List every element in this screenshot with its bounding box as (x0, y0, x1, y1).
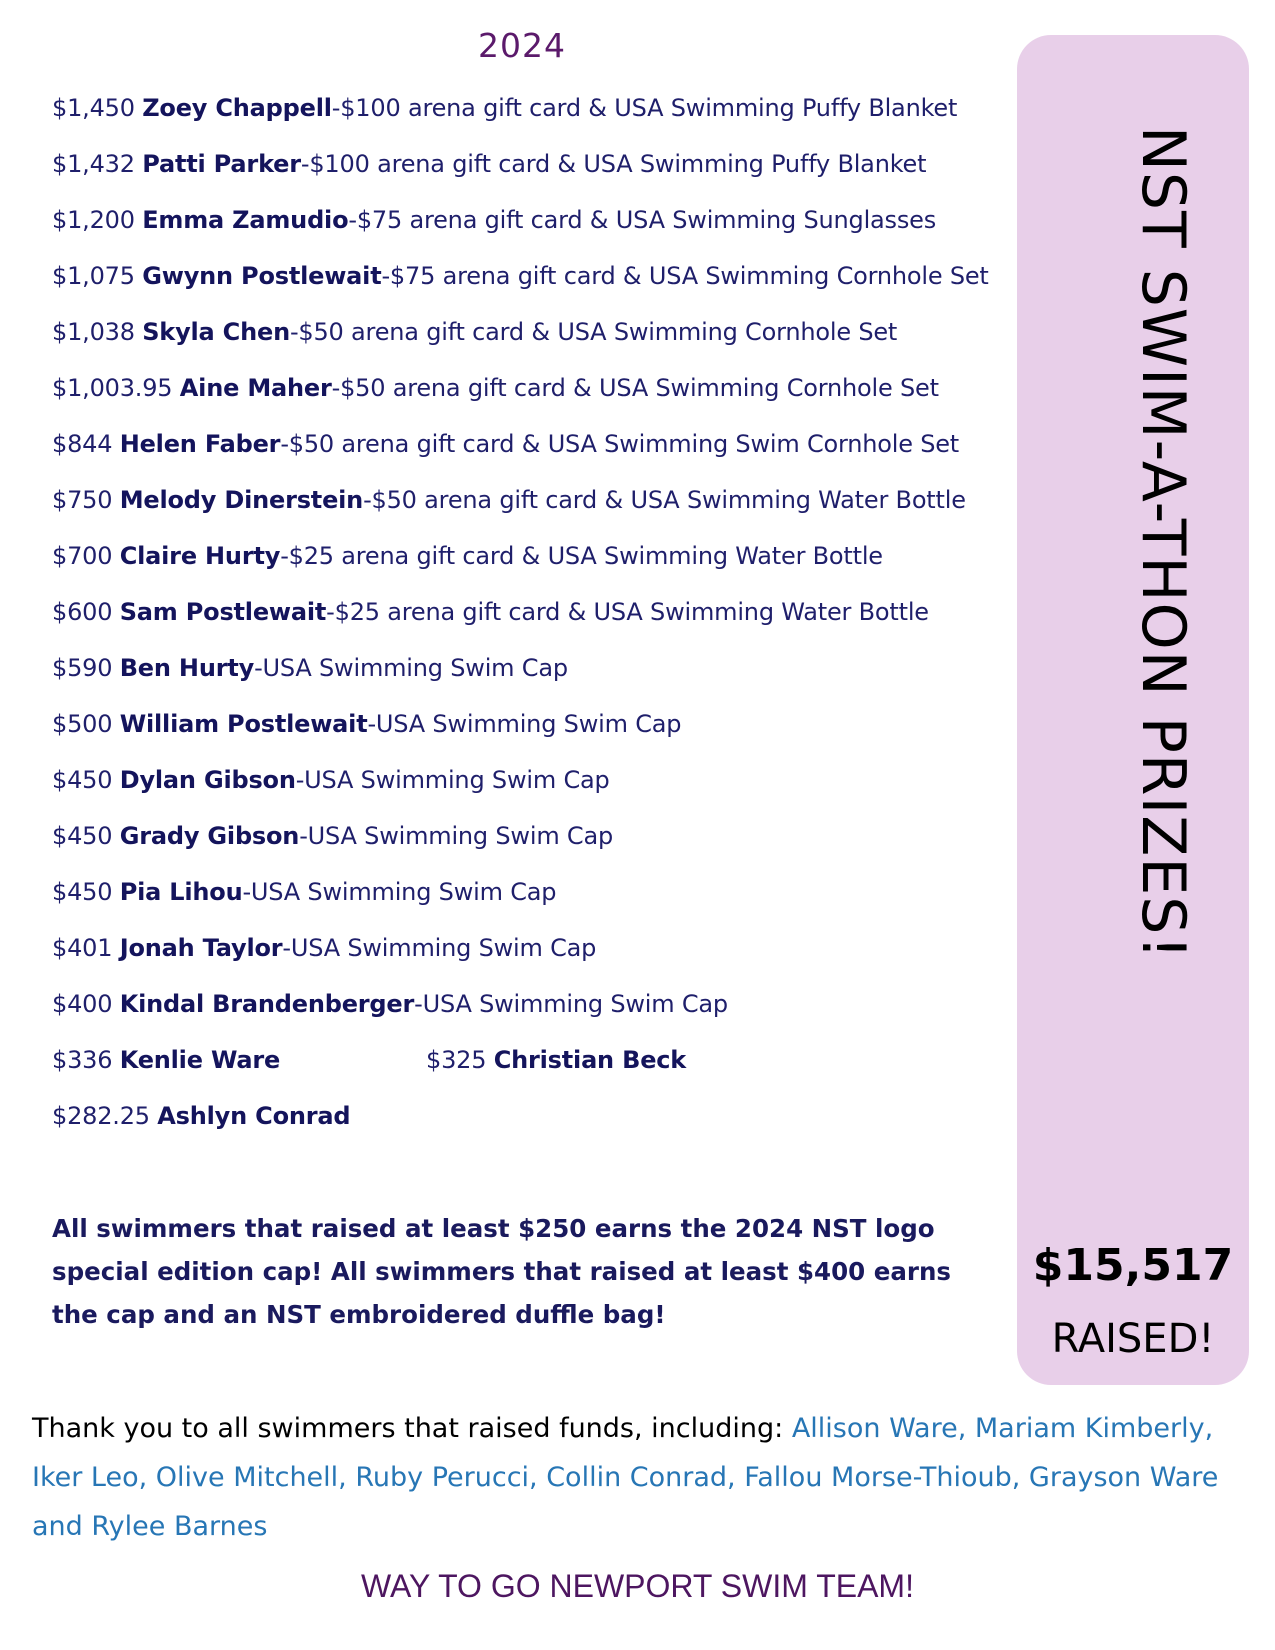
sidebar-title: NST SWIM-A-THON PRIZES! (1128, 126, 1198, 961)
prize-row (52, 200, 936, 240)
prize-description: -USA Swimming Swim Cap (367, 710, 682, 738)
swimmer-name: Christian Beck (493, 1046, 687, 1074)
prize-description: -USA Swimming Swim Cap (254, 654, 568, 682)
amount-raised: $1,075 (52, 262, 135, 290)
thank-you-lead: Thank you to all swimmers that raised funds, including: (32, 1413, 784, 1444)
amount-raised: $844 (52, 430, 113, 458)
swimmer-name: Zoey Chappell (142, 94, 332, 122)
prize-description: -$50 arena gift card & USA Swimming Cornhole Set (331, 374, 939, 402)
swimmer-name: Gwynn Postlewait (142, 262, 382, 290)
swimmer-name: William Postlewait (119, 710, 368, 738)
amount-raised: $700 (52, 542, 113, 570)
prize-row (52, 872, 556, 912)
second-column-entry (426, 1040, 686, 1080)
eligibility-note: All swimmers that raised at least $250 earns the 2024 NST logo special edition cap! All swimmers that raised at least $400 earns the cap and an NST embroidered duffle bag! (52, 1214, 951, 1329)
prize-row (52, 144, 926, 184)
footer-cheer: WAY TO GO NEWPORT SWIM TEAM! (361, 1568, 914, 1604)
swimmer-name: Emma Zamudio (142, 206, 349, 234)
amount-raised: $1,432 (52, 150, 135, 178)
prize-row (52, 480, 966, 520)
swimmer-name: Kenlie Ware (119, 1046, 281, 1074)
prize-description: -USA Swimming Swim Cap (282, 934, 597, 962)
amount-raised: $325 (426, 1046, 487, 1074)
prize-description: -$100 arena gift card & USA Swimming Puffy Blanket (331, 94, 958, 122)
prize-row (52, 256, 989, 296)
total-raised-amount: $15,517 (1032, 1240, 1234, 1291)
prize-description: -$50 arena gift card & USA Swimming Water Bottle (363, 486, 966, 514)
amount-raised: $750 (52, 486, 113, 514)
prize-row (52, 928, 596, 968)
total-raised-label: RAISED! (1051, 1316, 1215, 1362)
prize-row (52, 312, 897, 352)
prize-description: -USA Swimming Swim Cap (414, 990, 728, 1018)
prize-description: -$50 arena gift card & USA Swimming Cornhole Set (289, 318, 898, 346)
amount-raised: $1,003.95 (52, 374, 173, 402)
prize-description: -USA Swimming Swim Cap (242, 878, 557, 906)
thank-you-names: Allison Ware, Mariam Kimberly, Iker Leo, Olive Mitchell, Ruby Perucci, Collin Conrad, Fallou Morse-Thioub, Grayson Ware and Rylee Barnes (32, 1413, 1219, 1542)
amount-raised: $401 (52, 934, 113, 962)
prize-row (52, 1096, 350, 1136)
amount-raised: $282.25 (52, 1102, 150, 1130)
swimmer-name: Ben Hurty (119, 654, 255, 682)
swimmer-name: Aine Maher (179, 374, 332, 402)
amount-raised: $500 (52, 710, 113, 738)
prize-row (52, 760, 610, 800)
prize-description: -$25 arena gift card & USA Swimming Water Bottle (280, 542, 883, 570)
swimmer-name: Grady Gibson (119, 822, 300, 850)
swimmer-name: Patti Parker (142, 150, 301, 178)
amount-raised: $450 (52, 878, 113, 906)
prize-row (52, 648, 568, 688)
prize-description: -$75 arena gift card & USA Swimming Cornhole Set (381, 262, 989, 290)
amount-raised: $400 (52, 990, 113, 1018)
prize-row (52, 984, 728, 1024)
prize-description: -$50 arena gift card & USA Swimming Swim Cornhole Set (280, 430, 960, 458)
swimmer-name: Pia Lihou (119, 878, 243, 906)
prize-description: -USA Swimming Swim Cap (299, 822, 614, 850)
prize-row (52, 424, 959, 464)
prize-row-pair (52, 1040, 952, 1080)
prize-row (52, 368, 939, 408)
amount-raised: $590 (52, 654, 113, 682)
amount-raised: $1,200 (52, 206, 135, 234)
prize-row (52, 704, 681, 744)
prize-description: -$75 arena gift card & USA Swimming Sunglasses (348, 206, 937, 234)
swimmer-name: Skyla Chen (142, 318, 290, 346)
amount-raised: $336 (52, 1046, 113, 1074)
amount-raised: $1,450 (52, 94, 135, 122)
year-heading: 2024 (478, 26, 566, 65)
swimmer-name: Helen Faber (119, 430, 281, 458)
prize-row (52, 88, 957, 128)
amount-raised: $600 (52, 598, 113, 626)
prize-description: -$25 arena gift card & USA Swimming Water Bottle (326, 598, 929, 626)
swimmer-name: Melody Dinerstein (119, 486, 364, 514)
swimmer-name: Ashlyn Conrad (157, 1102, 351, 1130)
swimmer-name: Claire Hurty (119, 542, 281, 570)
swimmer-name: Sam Postlewait (119, 598, 327, 626)
swimmer-name: Jonah Taylor (119, 934, 283, 962)
amount-raised: $450 (52, 766, 113, 794)
amount-raised: $450 (52, 822, 113, 850)
swimmer-name: Dylan Gibson (119, 766, 296, 794)
swimmer-name: Kindal Brandenberger (119, 990, 415, 1018)
thank-you-paragraph (32, 1404, 1252, 1551)
prize-row (52, 816, 613, 856)
prize-row (52, 592, 929, 632)
prize-description: -USA Swimming Swim Cap (295, 766, 610, 794)
prize-description: -$100 arena gift card & USA Swimming Puffy Blanket (300, 150, 927, 178)
prize-row (52, 536, 883, 576)
amount-raised: $1,038 (52, 318, 135, 346)
